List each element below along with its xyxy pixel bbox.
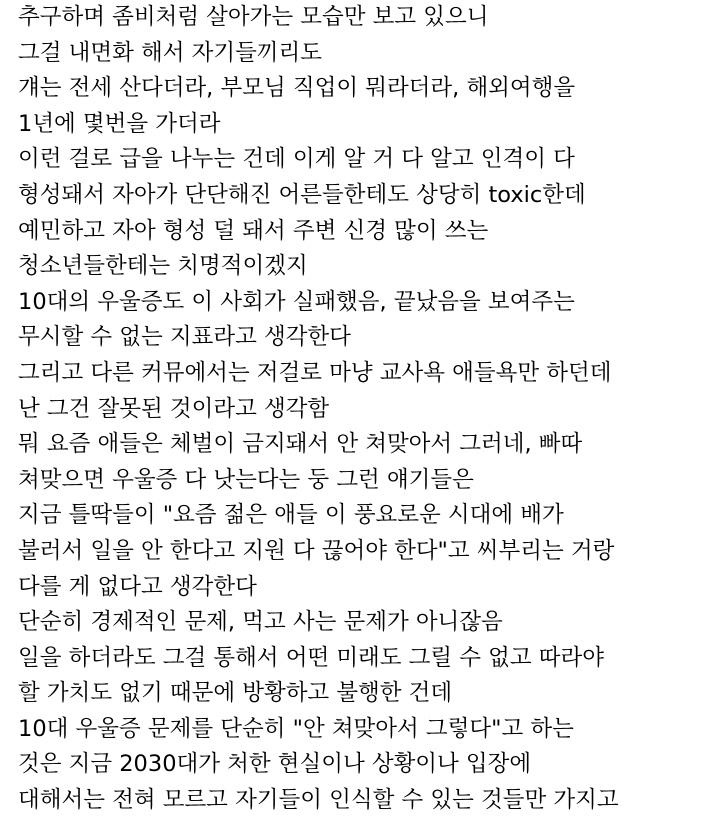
text-line: 것은 지금 2030대가 처한 현실이나 상황이나 입장에 <box>18 751 532 778</box>
text-line: 이런 걸로 급을 나누는 건데 이게 알 거 다 알고 인격이 다 <box>18 146 575 173</box>
text-line: 추구하며 좀비처럼 살아가는 모습만 보고 있으니 <box>18 4 489 30</box>
text-line: 일을 하더라도 그걸 통해서 어떤 미래도 그릴 수 없고 따라야 <box>18 644 605 671</box>
text-line: 1년에 몇번을 가더라 <box>18 110 221 137</box>
text-line: 형성돼서 자아가 단단해진 어른들한테도 상당히 toxic한데 <box>18 181 586 208</box>
text-line: 10대의 우울증도 이 사회가 실패했음, 끝났음을 보여주는 <box>18 288 575 315</box>
text-line: 할 가치도 없기 때문에 방황하고 불행한 건데 <box>18 680 453 707</box>
text-line: 단순히 경제적인 문제, 먹고 사는 문제가 아니잖음 <box>18 609 503 636</box>
text-line: 대해서는 전혀 모르고 자기들이 인식할 수 있는 것들만 가지고 <box>18 787 619 814</box>
text-line: 청소년들한테는 치명적이겠지 <box>18 253 308 280</box>
text-line: 다를 게 없다고 생각한다 <box>18 573 257 600</box>
text-line: 불러서 일을 안 한다고 지원 다 끊어야 한다"고 씨부리는 거랑 <box>18 537 615 564</box>
text-line: 예민하고 자아 형성 덜 돼서 주변 신경 많이 쓰는 <box>18 217 489 244</box>
text-line: 그리고 다른 커뮤에서는 저걸로 마냥 교사욕 애들욕만 하던데 <box>18 359 612 386</box>
text-line: 난 그건 잘못된 것이라고 생각함 <box>18 395 330 422</box>
text-line: 걔는 전세 산다더라, 부모님 직업이 뭐라더라, 해외여행을 <box>18 75 576 102</box>
document-body <box>18 0 712 819</box>
text-line: 쳐맞으면 우울증 다 낫는다는 둥 그런 얘기들은 <box>18 466 474 493</box>
text-line: 뭐 요즘 애들은 체벌이 금지돼서 안 쳐맞아서 그러네, 빠따 <box>18 431 583 458</box>
text-line: 그걸 내면화 해서 자기들끼리도 <box>18 39 323 66</box>
text-line: 무시할 수 없는 지표라고 생각한다 <box>18 324 351 351</box>
text-line: 10대 우울증 문제를 단순히 "안 쳐맞아서 그렇다"고 하는 <box>18 715 574 742</box>
text-line: 지금 틀딱들이 "요즘 젊은 애들 이 풍요로운 시대에 배가 <box>18 502 564 529</box>
